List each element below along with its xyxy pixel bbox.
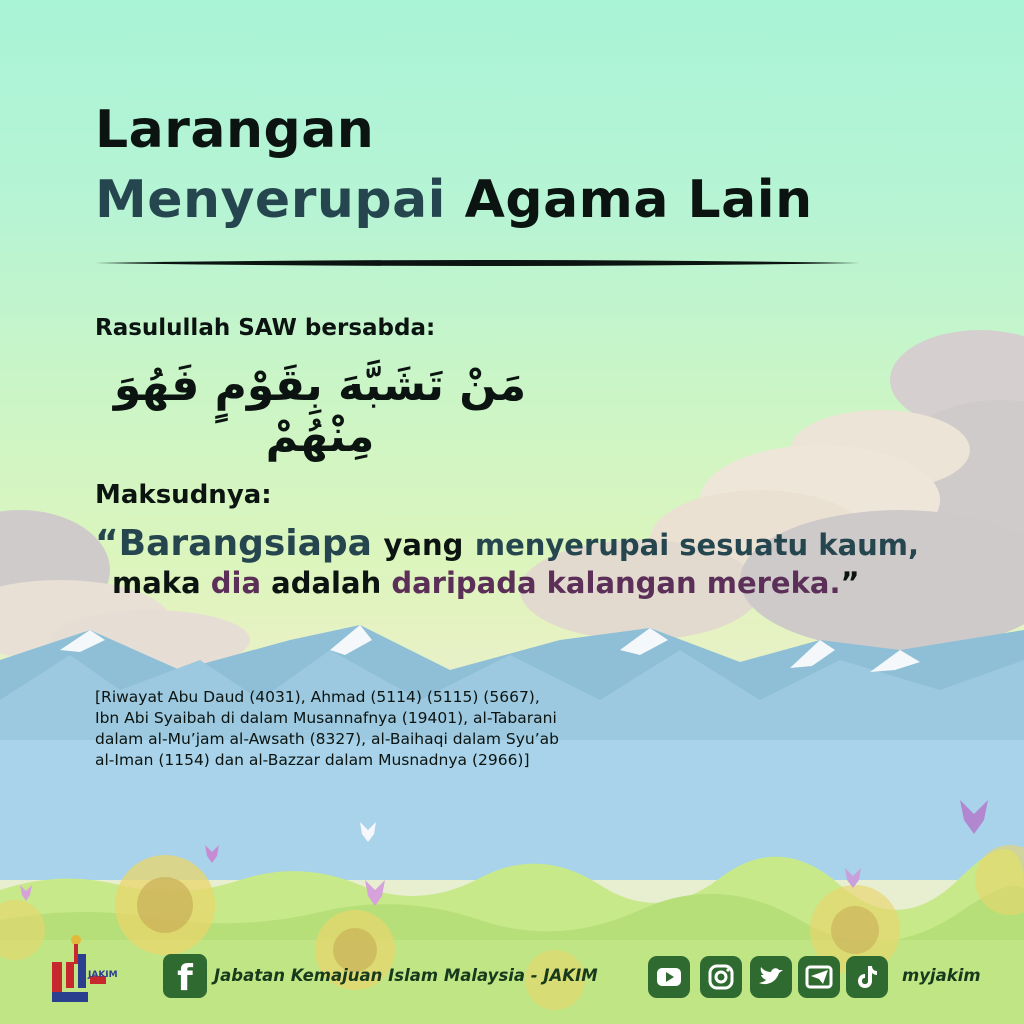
tiktok-icon[interactable] [846,956,888,998]
reference-line: dalam al-Mu’jam al-Awsath (8327), al-Baihaqi dalam Syu’ab [95,730,559,748]
hadith-reference [95,687,559,771]
title-rest: Agama Lain [464,170,813,230]
title-divider [95,259,860,267]
meaning-word-yang: yang [383,528,464,562]
hadith-arabic: مَنْ تَشَبَّهَ بِقَوْمٍ فَهُوَ مِنْهُمْ [113,360,527,462]
reference-line: Ibn Abi Syaibah di dalam Musannafnya (19401), al-Tabarani [95,709,557,727]
organization-name: Jabatan Kemajuan Islam Malaysia - JAKIM [214,966,598,985]
jakim-logo [46,932,116,1006]
meaning-word-maka: maka [112,566,201,600]
meaning-line1 [95,523,919,564]
social-handle: myjakim [902,966,981,985]
open-quote: “ [95,523,119,564]
youtube-icon[interactable] [648,956,690,998]
close-quote: ” [840,566,860,600]
meaning-phrase-menyerupai: menyerupai sesuatu kaum, [474,528,920,562]
meaning-label: Maksudnya: [95,480,272,510]
meaning-phrase-daripada: daripada kalangan mereka. [391,566,841,600]
telegram-icon[interactable] [798,956,840,998]
page-title-line1: Larangan [95,100,375,160]
reference-line: [Riwayat Abu Daud (4031), Ahmad (5114) (5115) (5667), [95,688,540,706]
meaning-word-barangsiapa: Barangsiapa [118,523,372,564]
title-highlight: Menyerupai [95,170,446,230]
reference-line: al-Iman (1154) dan al-Bazzar dalam Musnadnya (2966)] [95,751,530,769]
facebook-icon[interactable]: f [163,954,207,998]
twitter-icon[interactable] [750,956,792,998]
instagram-icon[interactable] [700,956,742,998]
meaning-word-dia: dia [210,566,262,600]
page-title-line2 [95,170,813,230]
intro-text: Rasulullah SAW bersabda: [95,315,436,341]
meaning-line2 [112,566,860,600]
meaning-word-adalah: adalah [271,566,382,600]
logo-text: JAKIM [88,970,118,980]
